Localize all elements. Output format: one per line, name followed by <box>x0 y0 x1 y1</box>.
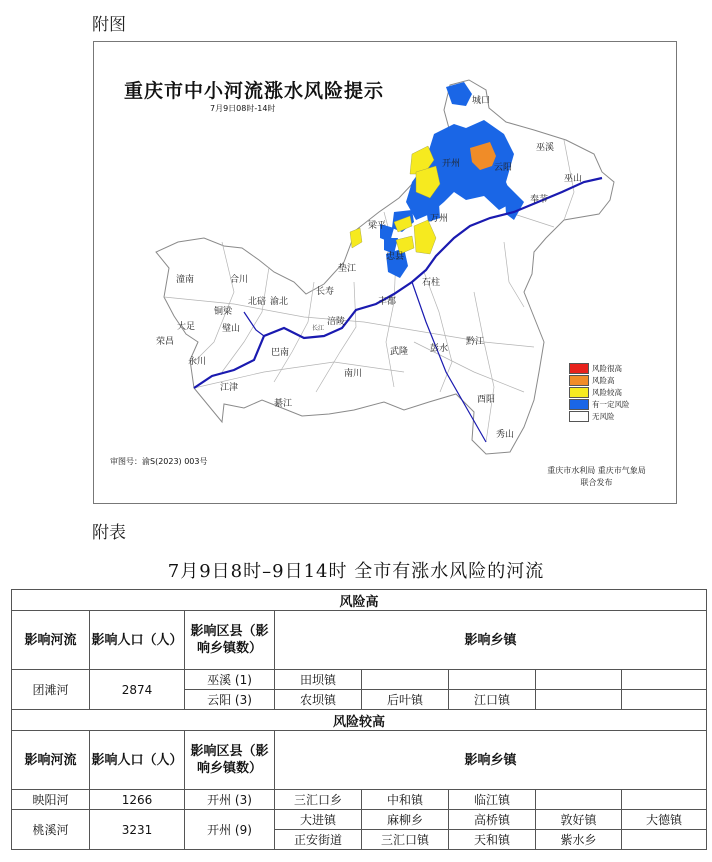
town-cell: 农坝镇 <box>275 690 362 710</box>
level-header-row <box>12 590 707 611</box>
place-dazu: 大足 <box>177 322 196 332</box>
place-liangping: 梁平 <box>368 221 387 231</box>
place-beibei: 北碚 <box>248 297 267 307</box>
town-cell <box>362 670 449 690</box>
legend-item <box>569 363 630 374</box>
town-cell <box>536 790 622 810</box>
town-cell <box>449 670 536 690</box>
town-cell <box>536 670 622 690</box>
legend-item <box>569 375 630 386</box>
place-tongliang: 铜梁 <box>214 307 233 317</box>
publisher <box>534 465 659 489</box>
place-dianjiang: 垫江 <box>338 264 357 274</box>
header-river: 影响河流 <box>12 731 90 790</box>
map-title: 重庆市中小河流涨水风险提示 <box>124 80 385 102</box>
population-cell: 1266 <box>90 790 185 810</box>
river-cell: 团滩河 <box>12 670 90 710</box>
place-xiushan: 秀山 <box>496 430 515 440</box>
place-kaizhou: 开州 <box>442 159 461 169</box>
map-graphic <box>94 42 678 505</box>
place-wuxi: 巫溪 <box>536 143 555 153</box>
legend-swatch <box>569 387 589 398</box>
place-jiangjin: 江津 <box>220 383 239 393</box>
place-tongnan: 潼南 <box>176 275 195 285</box>
header-towns: 影响乡镇 <box>275 731 707 790</box>
place-youyang: 酉阳 <box>477 395 496 405</box>
town-cell: 田坝镇 <box>275 670 362 690</box>
legend-item <box>569 399 630 410</box>
place-fuling: 涪陵 <box>327 317 346 327</box>
population-cell: 3231 <box>90 810 185 850</box>
place-banan: 巴南 <box>271 348 290 358</box>
risk-level: 风险高 <box>12 590 707 611</box>
town-cell: 大德镇 <box>622 810 707 830</box>
town-cell: 三汇口镇 <box>362 830 449 850</box>
place-chengkou: 城口 <box>472 96 491 106</box>
legend-swatch <box>569 399 589 410</box>
population-cell: 2874 <box>90 670 185 710</box>
column-header-row <box>12 731 707 790</box>
town-cell <box>622 670 707 690</box>
header-towns: 影响乡镇 <box>275 611 707 670</box>
place-yunyang: 云阳 <box>494 163 513 173</box>
table-row <box>12 670 707 690</box>
town-cell: 大进镇 <box>275 810 362 830</box>
district-cell: 云阳 (3) <box>185 690 275 710</box>
town-cell: 敦好镇 <box>536 810 622 830</box>
town-cell: 中和镇 <box>362 790 449 810</box>
town-cell: 正安街道 <box>275 830 362 850</box>
risk-table <box>11 589 707 850</box>
table-label: 附表 <box>92 523 126 543</box>
river-cell: 映阳河 <box>12 790 90 810</box>
district-cell: 开州 (9) <box>185 810 275 850</box>
town-cell: 高桥镇 <box>449 810 536 830</box>
town-cell: 天和镇 <box>449 830 536 850</box>
header-districts: 影响区县（影响乡镇数） <box>185 611 275 670</box>
place-wanzhou: 万州 <box>430 214 449 224</box>
town-cell: 紫水乡 <box>536 830 622 850</box>
town-cell <box>622 830 707 850</box>
place-shizhu: 石柱 <box>422 278 441 288</box>
legend-label: 风险很高 <box>592 364 622 373</box>
place-yubei: 渝北 <box>270 297 289 307</box>
place-nanchuan: 南川 <box>344 369 363 379</box>
place-fengjie: 奉节 <box>530 195 549 205</box>
place-bishan: 璧山 <box>222 324 241 334</box>
risk-level: 风险较高 <box>12 710 707 731</box>
place-wushan: 巫山 <box>564 174 583 184</box>
place-wulong: 武隆 <box>390 347 409 357</box>
legend-label: 无风险 <box>592 412 615 421</box>
header-districts: 影响区县（影响乡镇数） <box>185 731 275 790</box>
legend-item <box>569 387 630 398</box>
level-header-row <box>12 710 707 731</box>
town-cell <box>622 690 707 710</box>
publisher-line: 重庆市水利局 重庆市气象局 <box>547 466 646 475</box>
legend-label: 风险较高 <box>592 388 622 397</box>
place-changshou: 长寿 <box>316 287 335 297</box>
figure-label: 附图 <box>92 15 126 35</box>
risk-map <box>93 41 677 504</box>
town-cell: 三汇口乡 <box>275 790 362 810</box>
place-qijiang: 綦江 <box>274 399 293 409</box>
place-rongchang: 荣昌 <box>156 337 175 347</box>
legend-item <box>569 411 630 422</box>
town-cell: 临江镇 <box>449 790 536 810</box>
approval-number: 审图号：渝S(2023) 003号 <box>110 457 208 466</box>
map-outline <box>156 80 614 454</box>
town-cell: 江口镇 <box>449 690 536 710</box>
place-yangtze: 长江 <box>312 325 325 332</box>
place-yongchuan: 永川 <box>188 357 207 367</box>
header-river: 影响河流 <box>12 611 90 670</box>
legend-label: 有一定风险 <box>592 400 630 409</box>
place-pengshui: 彭水 <box>430 344 449 354</box>
town-cell: 后叶镇 <box>362 690 449 710</box>
table-title: 7月9日8时–9日14时 全市有涨水风险的河流 <box>167 561 545 582</box>
column-header-row <box>12 611 707 670</box>
table-row <box>12 810 707 830</box>
map-subtitle: 7月9日08时-14时 <box>210 104 276 113</box>
header-population: 影响人口（人） <box>90 611 185 670</box>
river-cell: 桃溪河 <box>12 810 90 850</box>
district-cell: 开州 (3) <box>185 790 275 810</box>
publisher-line: 联合发布 <box>580 478 613 487</box>
table-row <box>12 790 707 810</box>
district-cell: 巫溪 (1) <box>185 670 275 690</box>
place-fengdu: 丰都 <box>378 297 397 307</box>
town-cell: 麻柳乡 <box>362 810 449 830</box>
legend-label: 风险高 <box>592 376 615 385</box>
map-legend <box>569 363 630 423</box>
place-hechuan: 合川 <box>230 275 249 285</box>
town-cell <box>622 790 707 810</box>
header-population: 影响人口（人） <box>90 731 185 790</box>
place-qianjiang: 黔江 <box>466 337 485 347</box>
legend-swatch <box>569 411 589 422</box>
legend-swatch <box>569 375 589 386</box>
place-zhongxian: 忠县 <box>386 252 405 262</box>
town-cell <box>536 690 622 710</box>
legend-swatch <box>569 363 589 374</box>
